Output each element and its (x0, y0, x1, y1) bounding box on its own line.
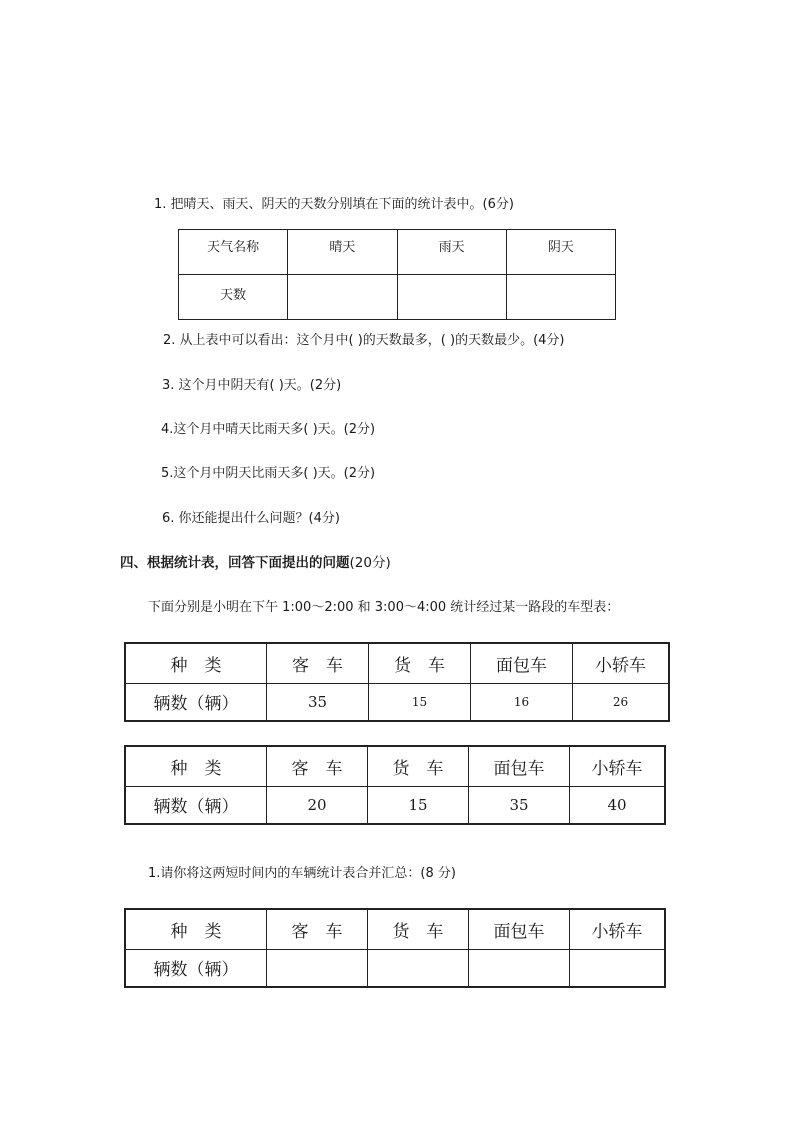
header-cell: 客 车 (267, 746, 368, 786)
value-cell: 15 (368, 786, 469, 824)
question-2-text: 2. 从上表中可以看出：这个月中( )的天数最多，( )的天数最少。(4分) (163, 333, 565, 348)
answer-cell[interactable] (397, 275, 506, 320)
value-cell: 35 (469, 786, 570, 824)
section-4-heading (120, 551, 391, 571)
header-cell: 面包车 (469, 909, 570, 949)
value-cell: 26 (573, 683, 670, 721)
question-4-text: 4.这个月中晴天比雨天多( )天。(2分) (161, 422, 376, 437)
vehicle-table-2 (124, 745, 666, 825)
section-title: 四、根据统计表，回答下面提出的问题 (120, 555, 350, 571)
table-header-row (125, 746, 665, 786)
header-cell: 种 类 (125, 909, 267, 949)
header-cell: 雨天 (397, 230, 506, 275)
vehicle-table-1 (124, 642, 670, 722)
header-cell: 面包车 (471, 643, 573, 683)
table-row (179, 275, 616, 320)
header-cell: 小轿车 (573, 643, 670, 683)
header-cell: 种 类 (125, 643, 267, 683)
value-cell: 40 (570, 786, 666, 824)
value-cell: 35 (267, 683, 369, 721)
header-cell: 晴天 (288, 230, 397, 275)
merged-vehicle-table (124, 908, 666, 988)
header-cell: 货 车 (369, 643, 471, 683)
header-cell: 货 车 (368, 909, 469, 949)
answer-cell[interactable] (288, 275, 397, 320)
answer-cell[interactable] (469, 949, 570, 987)
question-6-text: 6. 你还能提出什么问题？(4分) (162, 511, 340, 526)
weather-table (178, 229, 616, 320)
header-cell: 小轿车 (570, 746, 666, 786)
table-header-row (125, 909, 665, 949)
row-label-cell: 辆数（辆） (125, 683, 267, 721)
table-row (125, 949, 665, 987)
answer-cell[interactable] (506, 275, 615, 320)
value-cell: 15 (369, 683, 471, 721)
question-3-text: 3. 这个月中阴天有( )天。(2分) (162, 378, 342, 393)
header-cell: 天气名称 (179, 230, 288, 275)
answer-cell[interactable] (570, 949, 666, 987)
value-cell: 16 (471, 683, 573, 721)
question-1-text: 1. 把晴天、雨天、阴天的天数分别填在下面的统计表中。(6分) (154, 197, 514, 212)
header-cell: 货 车 (368, 746, 469, 786)
header-cell: 客 车 (267, 643, 369, 683)
row-label-cell: 天数 (179, 275, 288, 320)
row-label-cell: 辆数（辆） (125, 949, 267, 987)
header-cell: 面包车 (469, 746, 570, 786)
answer-cell[interactable] (267, 949, 368, 987)
question-5-text: 5.这个月中阴天比雨天多( )天。(2分) (161, 466, 376, 481)
row-label-cell: 辆数（辆） (125, 786, 267, 824)
header-cell: 种 类 (125, 746, 267, 786)
value-cell: 20 (267, 786, 368, 824)
table-header-row (125, 643, 669, 683)
answer-cell[interactable] (368, 949, 469, 987)
header-cell: 小轿车 (570, 909, 666, 949)
section-4-intro: 下面分别是小明在下午 1:00～2:00 和 3:00～4:00 统计经过某一路段的车型表： (148, 600, 620, 615)
section-score: (20分) (349, 555, 391, 571)
table-header-row (179, 230, 616, 275)
table-row (125, 683, 669, 721)
table-row (125, 786, 665, 824)
sub-question-1-text: 1.请你将这两短时间内的车辆统计表合并汇总：(8 分) (148, 866, 456, 881)
header-cell: 阴天 (506, 230, 615, 275)
header-cell: 客 车 (267, 909, 368, 949)
